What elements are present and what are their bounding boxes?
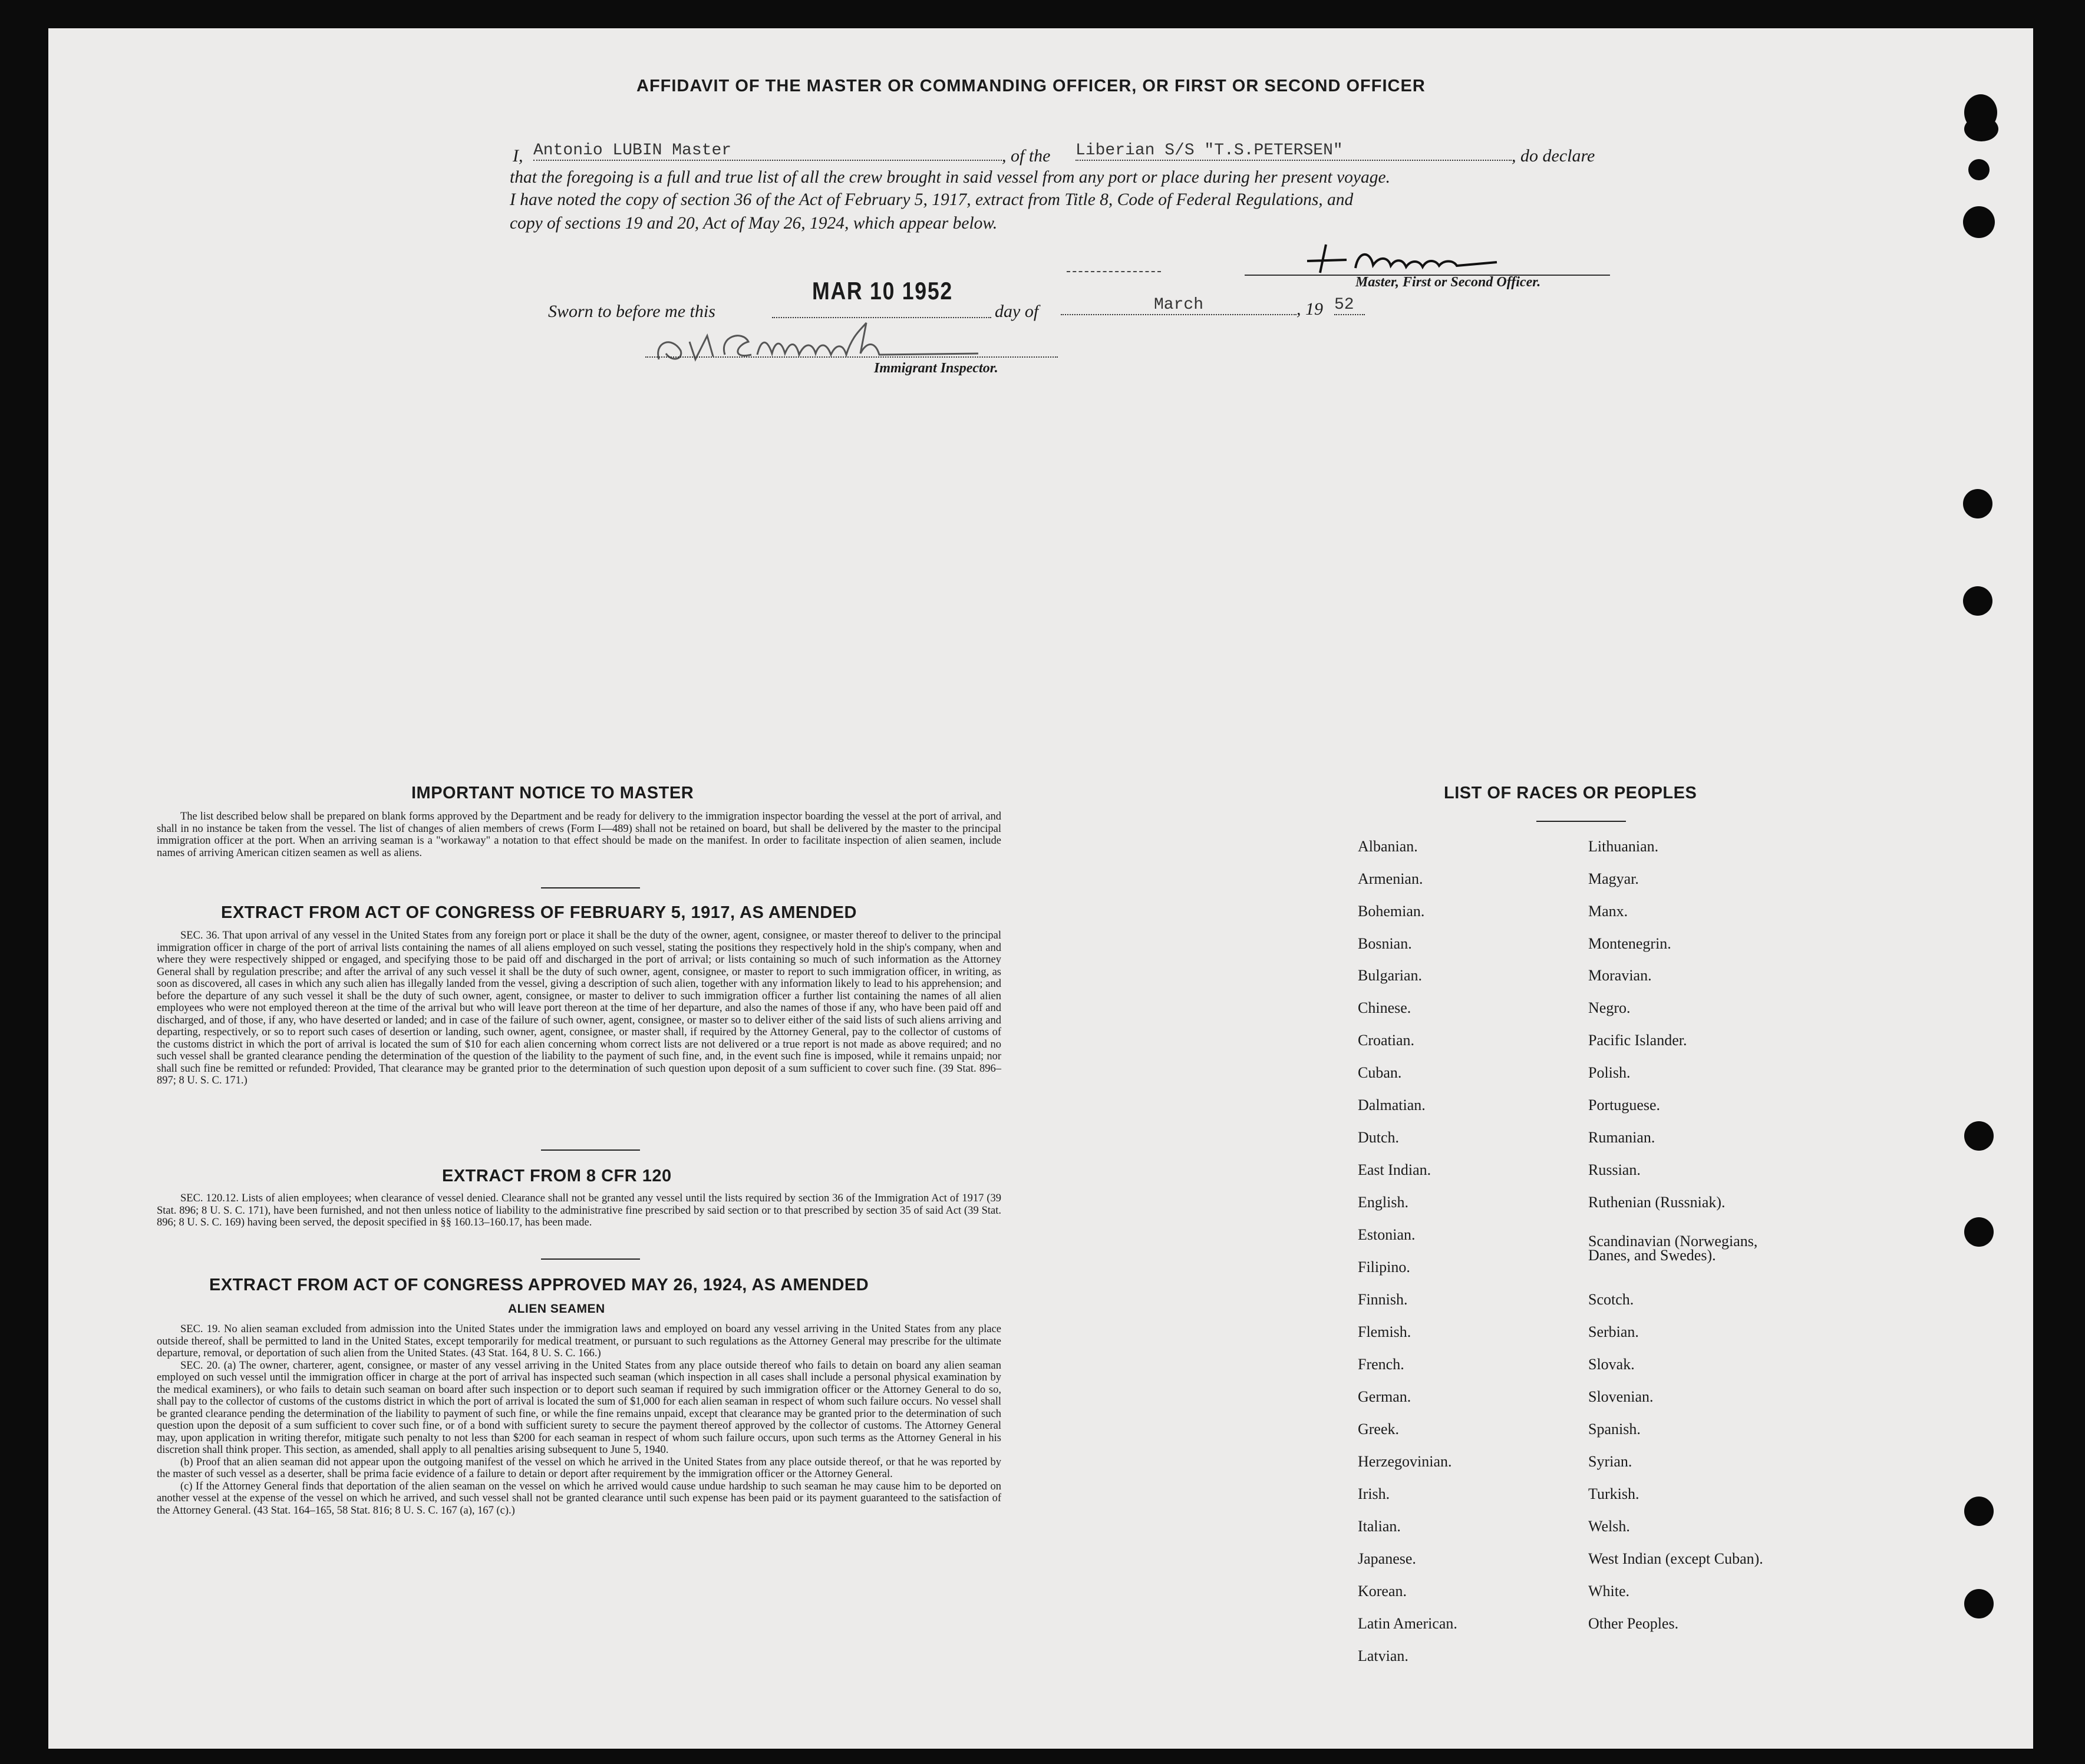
race-item: German. bbox=[1358, 1388, 1411, 1405]
affidavit-i-label: I, bbox=[513, 146, 523, 166]
affidavit-do-declare: , do declare bbox=[1512, 146, 1595, 166]
race-item: Magyar. bbox=[1588, 870, 1639, 887]
date-stamp: MAR 10 1952 bbox=[812, 277, 953, 305]
binder-hole bbox=[1964, 117, 1998, 141]
race-item: Polish. bbox=[1588, 1064, 1631, 1081]
year-prefix: , 19 bbox=[1296, 299, 1323, 319]
master-name-field: Antonio LUBIN Master bbox=[533, 141, 1002, 161]
divider bbox=[541, 887, 640, 888]
race-item: Latin American. bbox=[1358, 1615, 1457, 1632]
master-signature bbox=[1243, 239, 1609, 280]
race-item: Bulgarian. bbox=[1358, 967, 1423, 984]
race-item: Serbian. bbox=[1588, 1323, 1639, 1340]
vessel-name-field: Liberian S/S "T.S.PETERSEN" bbox=[1076, 141, 1512, 161]
race-item: Cuban. bbox=[1358, 1064, 1402, 1081]
sec20b-paragraph: (b) Proof that an alien seaman did not appear upon the outgoing manifest of the vessel on which he arrived in the United States from any place outside thereof, or that he was reported by the master of such vessel as a deserter, shall be prima facie evidence of a failure to detain or deport after requirement by the immigration officer or the Attorney General. bbox=[157, 1456, 1001, 1480]
race-item: Turkish. bbox=[1588, 1485, 1639, 1502]
extract1-title: EXTRACT FROM ACT OF CONGRESS OF FEBRUARY 5, 1917, AS AMENDED bbox=[221, 903, 857, 922]
race-item: Bosnian. bbox=[1358, 935, 1412, 952]
inspector-signature bbox=[648, 318, 1061, 371]
binder-hole bbox=[1964, 1589, 1994, 1618]
sworn-label: Sworn to before me this bbox=[548, 302, 715, 321]
race-item: Manx. bbox=[1588, 903, 1628, 920]
race-item: Scotch. bbox=[1588, 1291, 1634, 1308]
sec20a-paragraph: SEC. 20. (a) The owner, charterer, agent, consignee, or master of any vessel arriving in the United States from any place outside thereof who fails to detain on board any alien seaman employed on such vessel until the immigration officer in charge at the port of arrival has inspected such seaman (which inspection in all cases shall include a personal physical examination by the medical examiners), or who fails to detain such seaman on board after such inspection or to deport such seaman if required by such immigration officer or the Attorney General to do so, shall pay to the collector of customs of the customs district in which the port of arrival is located the sum of $1,000 for each alien seaman in respect of whom such failure occurs. No vessel shall be granted clearance pending the determination of the liability to payment of such fine, or while the fine remains unpaid, except that clearance may be granted prior to the determination of such question upon the deposit of a sum sufficient to cover such fine, or of a bond with sufficient surety to secure the payment thereof approved by the collector of customs. The Attorney General may, upon application in writing therefor, mitigate such penalty to not less than $200 for each seaman in respect of whom such failure occurs, upon such terms as the Attorney General in his discretion shall think proper. This section, as amended, shall apply to all penalties arising subsequent to June 5, 1940. bbox=[157, 1359, 1001, 1456]
extract3-title: EXTRACT FROM ACT OF CONGRESS APPROVED MAY 26, 1924, AS AMENDED bbox=[209, 1276, 869, 1294]
extract2-text bbox=[157, 1192, 1001, 1229]
divider bbox=[1536, 821, 1626, 822]
extract2-title: EXTRACT FROM 8 CFR 120 bbox=[442, 1167, 672, 1185]
sec19-paragraph: SEC. 19. No alien seaman excluded from admission into the United States under the immigration laws and employed on board any vessel arriving in the United States from any place outside thereof, shall be permitted to land in the United States, except temporarily for medical treatment, or pursuant to such regulations as the Attorney General may prescribe for the ultimate departure, removal, or deportation of such alien from the United States. (43 Stat. 164, 8 U. S. C. 166.) bbox=[157, 1323, 1001, 1359]
race-item: Japanese. bbox=[1358, 1550, 1416, 1567]
affidavit-line-2: that the foregoing is a full and true list of all the crew brought in said vessel from any port or place during her present voyage. bbox=[510, 168, 1390, 187]
race-item: Finnish. bbox=[1358, 1291, 1408, 1308]
affidavit-title: AFFIDAVIT OF THE MASTER OR COMMANDING OFFICER, OR FIRST OR SECOND OFFICER bbox=[636, 77, 1426, 95]
notice-text bbox=[157, 811, 1001, 859]
race-item: Italian. bbox=[1358, 1518, 1401, 1535]
race-item: Herzegovinian. bbox=[1358, 1453, 1452, 1470]
master-caption: Master, First or Second Officer. bbox=[1355, 275, 1541, 290]
race-item: Rumanian. bbox=[1588, 1129, 1655, 1146]
binder-hole bbox=[1963, 489, 1992, 518]
race-item: Filipino. bbox=[1358, 1258, 1410, 1276]
race-item: Chinese. bbox=[1358, 999, 1411, 1016]
race-item: English. bbox=[1358, 1194, 1408, 1211]
race-item: Ruthenian (Russniak). bbox=[1588, 1194, 1726, 1211]
notice-paragraph: The list described below shall be prepared on blank forms approved by the Department and be ready for delivery to the immigration inspector boarding the vessel at the port of arrival, and shall in no instance be taken from the vessel. The list of changes of alien members of crews (Form I—489) shall not be retained on board, but shall be delivered by the master to the principal immigration officer at the port. When an arriving seaman is a "workaway" a notation to that effect should be made on the manifest. In order to facilitate inspection of alien seamen, include names of arriving American citizen seamen as well as aliens. bbox=[157, 811, 1001, 859]
race-item: Greek. bbox=[1358, 1421, 1400, 1438]
race-item: Flemish. bbox=[1358, 1323, 1411, 1340]
binder-hole bbox=[1964, 1217, 1994, 1247]
year-field: 52 bbox=[1334, 296, 1365, 315]
race-item: Lithuanian. bbox=[1588, 838, 1659, 855]
race-item: Slovenian. bbox=[1588, 1388, 1654, 1405]
affidavit-line-3: I have noted the copy of section 36 of the Act of February 5, 1917, extract from Title 8, Code of Federal Regulations, and bbox=[510, 190, 1354, 209]
binder-hole bbox=[1963, 206, 1995, 238]
race-item: Spanish. bbox=[1588, 1421, 1641, 1438]
inspector-signature-line bbox=[645, 356, 1058, 358]
race-item: Armenian. bbox=[1358, 870, 1423, 887]
race-item: Moravian. bbox=[1588, 967, 1652, 984]
day-of-label: day of bbox=[995, 302, 1039, 321]
race-item: Other Peoples. bbox=[1588, 1615, 1679, 1632]
race-item: Albanian. bbox=[1358, 838, 1418, 855]
race-item: Russian. bbox=[1588, 1161, 1641, 1178]
race-item: Korean. bbox=[1358, 1583, 1407, 1600]
race-item: Pacific Islander. bbox=[1588, 1032, 1687, 1049]
races-title: LIST OF RACES OR PEOPLES bbox=[1444, 784, 1697, 802]
notice-title: IMPORTANT NOTICE TO MASTER bbox=[411, 784, 694, 802]
race-item: Portuguese. bbox=[1588, 1096, 1661, 1114]
race-item: Montenegrin. bbox=[1588, 935, 1671, 952]
master-signature-dash bbox=[1067, 271, 1161, 272]
race-item: Latvian. bbox=[1358, 1647, 1408, 1664]
month-field: March bbox=[1061, 296, 1296, 315]
binder-hole bbox=[1963, 586, 1992, 616]
affidavit-of-the: , of the bbox=[1002, 146, 1051, 166]
race-item: Croatian. bbox=[1358, 1032, 1415, 1049]
extract1-paragraph: SEC. 36. That upon arrival of any vessel in the United States from any foreign port or place it shall be the duty of the owner, agent, consignee, or master thereof to deliver to the principal immigration officer in charge of the port of arrival lists containing the names of all aliens employed on such vessel, stating the positions they respectively hold in the ship's company, when and where they were respectively shipped or engaged, and specifying those to be paid off and discharged in the port of arrival; or lists containing so much of such information as the Attorney General shall by regulation prescribe; and after the arrival of any such vessel it shall be the duty of such owner, agent, consignee, or master to report to such immigration officer, in writing, as soon as discovered, all cases in which any such alien has illegally landed from the vessel, giving a description of such alien, together with any information likely to lead to his apprehension; and before the departure of any such vessel it shall be the duty of such owner, agent, consignee, or master to deliver to such immigration officer a further list containing the names of all alien employees who were not employed thereon at the time of the arrival but who will leave port thereon at the time of her departure, and also the names of those if any, who have been paid off and discharged, and of those, if any, who have deserted or landed; and in case of the failure of such owner, agent, consignee, or master so to deliver either of the said lists of such aliens arriving and departing, respectively, or so to report such cases of desertion or landing, such owner, agent, consignee, or master shall, if required by the Attorney General, pay to the collector of customs of the customs district in which the port of arrival is located the sum of $10 for each alien concerning whom correct lists are not delivered or a true report is not made as above required; and no such vessel shall be granted clearance pending the determination of the question of the liability to the payment of such fine, and, in the event such fine is imposed, while it remains unpaid; nor shall such fine be remitted or refunded: Provided, That clearance may be granted prior to the determination of such question upon deposit of a sum sufficient to cover such fine. (39 Stat. 896–897; 8 U. S. C. 171.) bbox=[157, 930, 1001, 1086]
race-item: Welsh. bbox=[1588, 1518, 1630, 1535]
extract2-paragraph: SEC. 120.12. Lists of alien employees; when clearance of vessel denied. Clearance shall not be granted any vessel until the lists required by section 36 of the Immigration Act of 1917 (39 Stat. 896; 8 U. S. C. 171), have been furnished, and not then unless notice of liability to the administrative fine prescribed by said section or to that prescribed by section 35 of said Act (39 Stat. 896; 8 U. S. C. 169) having been served, the deposit specified in §§ 160.13–160.17, has been made. bbox=[157, 1192, 1001, 1228]
affidavit-line-4: copy of sections 19 and 20, Act of May 26, 1924, which appear below. bbox=[510, 214, 998, 233]
race-item: White. bbox=[1588, 1583, 1630, 1600]
race-item: Scandinavian (Norwegians, Danes, and Swedes). bbox=[1588, 1233, 1758, 1264]
race-item: Slovak. bbox=[1588, 1356, 1635, 1373]
race-item: Negro. bbox=[1588, 999, 1631, 1016]
divider bbox=[541, 1149, 640, 1151]
race-item: East Indian. bbox=[1358, 1161, 1431, 1178]
race-item: Bohemian. bbox=[1358, 903, 1425, 920]
inspector-caption: Immigrant Inspector. bbox=[874, 361, 998, 376]
extract1-text bbox=[157, 930, 1001, 1087]
extract3-text bbox=[157, 1323, 1001, 1517]
race-item: West Indian (except Cuban). bbox=[1588, 1550, 1763, 1567]
race-item: French. bbox=[1358, 1356, 1404, 1373]
divider bbox=[541, 1258, 640, 1260]
race-item: Dutch. bbox=[1358, 1129, 1400, 1146]
binder-hole bbox=[1968, 159, 1990, 180]
binder-hole bbox=[1964, 1121, 1994, 1151]
race-item: Estonian. bbox=[1358, 1226, 1416, 1243]
extract3-subtitle: ALIEN SEAMEN bbox=[508, 1302, 605, 1316]
sec20c-paragraph: (c) If the Attorney General finds that deportation of the alien seaman on the vessel on which he arrived would cause undue hardship to such seaman he may cause him to be deported on another vessel at the expense of the vessel on which he arrived, and such vessel shall not be granted clearance until such expense has been paid or its payment guaranteed to the satisfaction of the Attorney General. (43 Stat. 164–165, 58 Stat. 816; 8 U. S. C. 167 (a), 167 (c).) bbox=[157, 1480, 1001, 1517]
race-item: Dalmatian. bbox=[1358, 1096, 1426, 1114]
race-item: Syrian. bbox=[1588, 1453, 1632, 1470]
binder-hole bbox=[1964, 1497, 1994, 1526]
race-item: Irish. bbox=[1358, 1485, 1390, 1502]
